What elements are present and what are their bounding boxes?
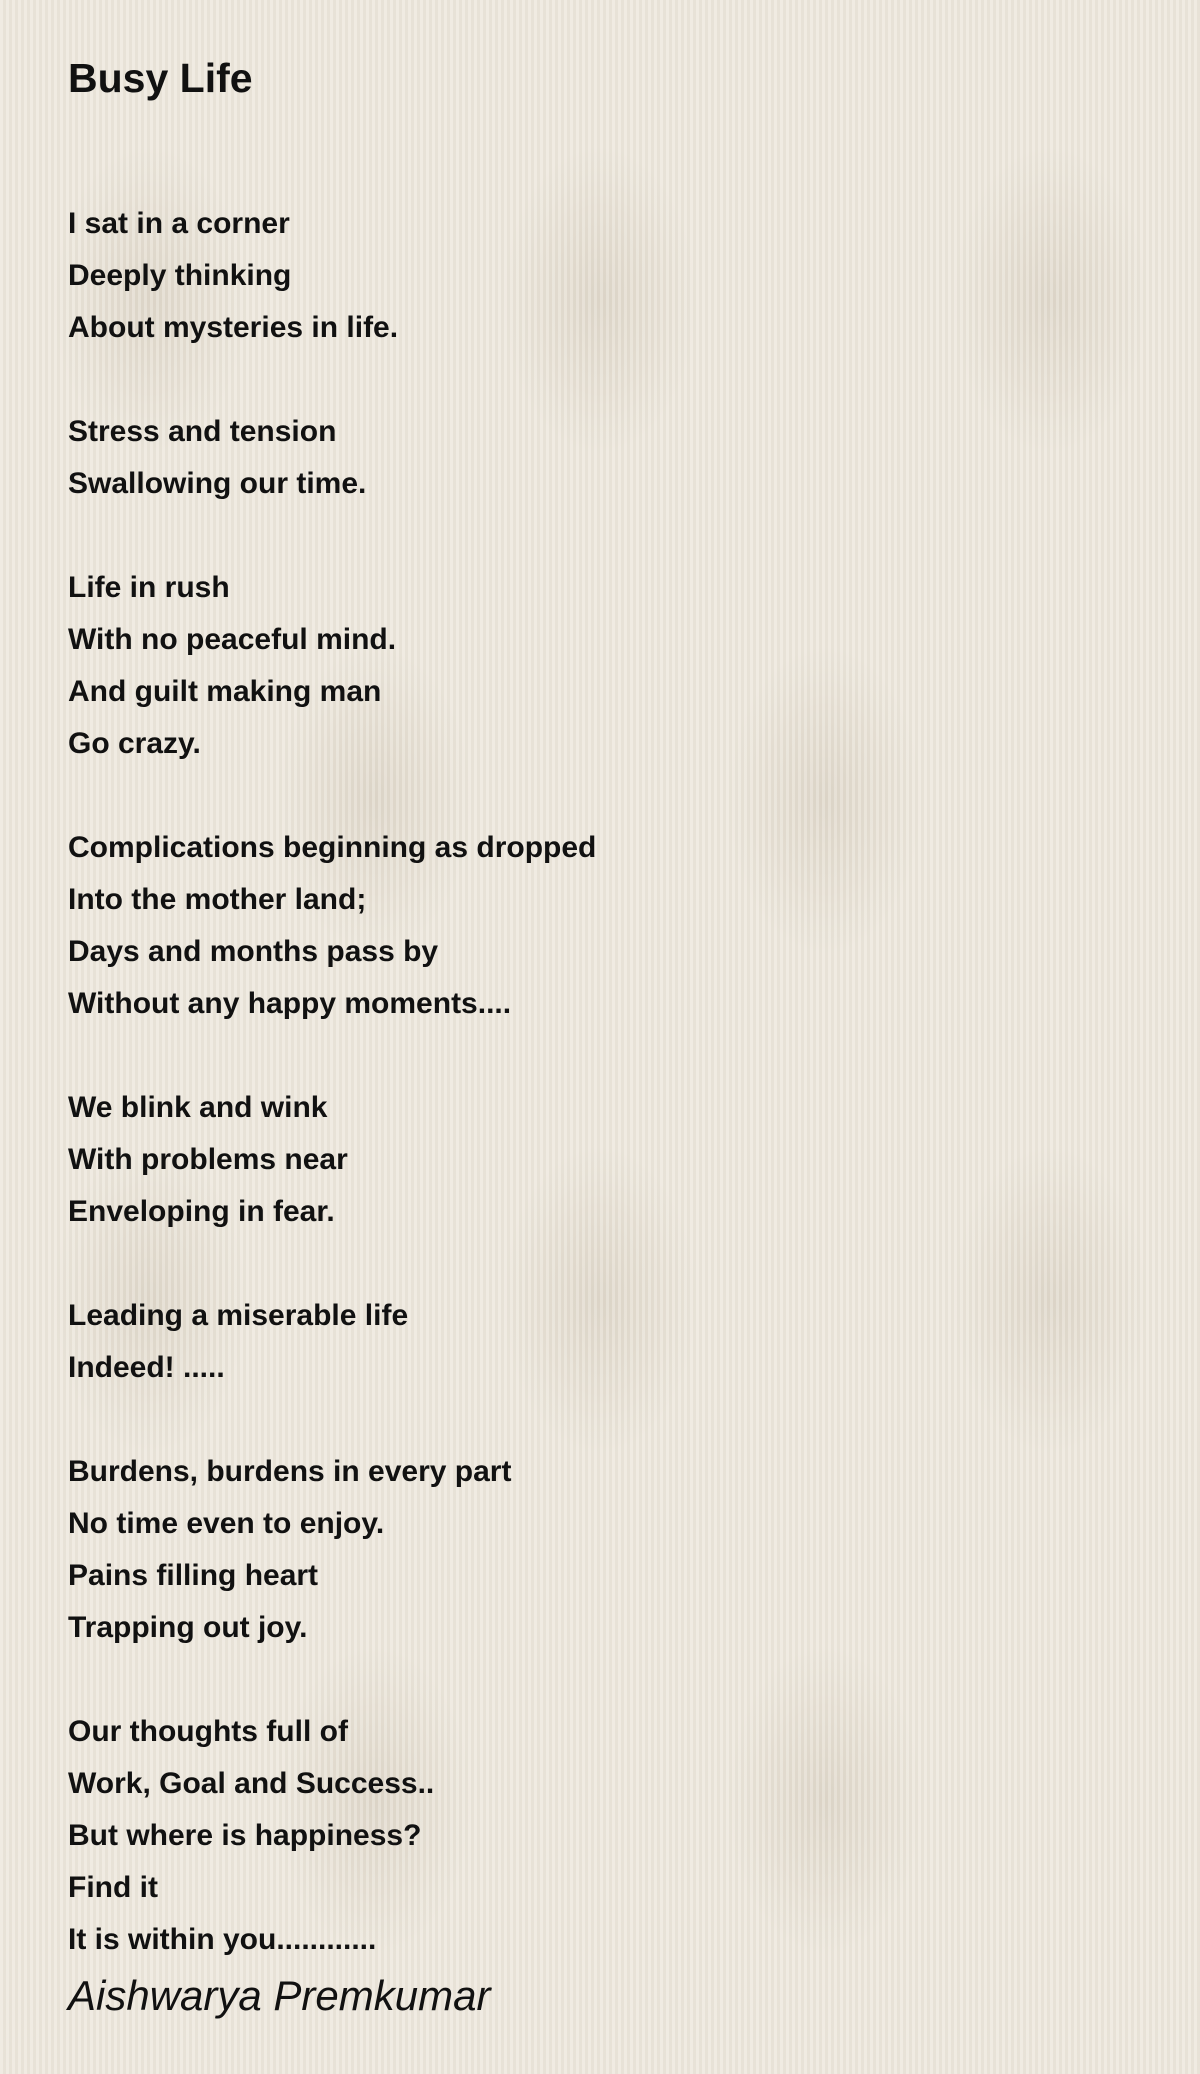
stanza-1 [68, 198, 1148, 354]
poem-line: Deeply thinking [68, 259, 292, 292]
poem-line: Indeed! ..... [68, 1351, 225, 1384]
poem-line: About mysteries in life. [68, 311, 399, 344]
poem-line: With problems near [68, 1143, 348, 1176]
poem-line: Work, Goal and Success.. [68, 1767, 435, 1800]
poem-line: Complications beginning as dropped [68, 831, 597, 864]
poem-line: Burdens, burdens in every part [68, 1455, 512, 1488]
poem-line: Find it [68, 1871, 158, 1904]
poem-line: With no peaceful mind. [68, 623, 397, 656]
poem-line: I sat in a corner [68, 207, 290, 240]
poem-line: Without any happy moments.... [68, 987, 512, 1020]
poem-line: Into the mother land; [68, 883, 367, 916]
poem-line: But where is happiness? [68, 1819, 422, 1852]
poem-line: Life in rush [68, 571, 230, 604]
poem-body [68, 198, 1148, 1966]
poem-line: And guilt making man [68, 675, 382, 708]
poem-line: Enveloping in fear. [68, 1195, 335, 1228]
poem-line: Our thoughts full of [68, 1715, 348, 1748]
poem-line: Days and months pass by [68, 935, 439, 968]
stanza-4 [68, 822, 1148, 1030]
stanza-2 [68, 406, 1148, 510]
poem-line: Swallowing our time. [68, 467, 367, 500]
poem-line: Pains filling heart [68, 1559, 319, 1592]
stanza-3 [68, 562, 1148, 770]
stanza-8 [68, 1706, 1148, 1966]
poem-line: We blink and wink [68, 1091, 328, 1124]
poem-title: Busy Life [68, 55, 253, 101]
poem-author: Aishwarya Premkumar [68, 1972, 491, 2019]
stanza-6 [68, 1290, 1148, 1394]
poem-line: Leading a miserable life [68, 1299, 409, 1332]
stanza-5 [68, 1082, 1148, 1238]
poem-line: Stress and tension [68, 415, 337, 448]
poem-line: It is within you............ [68, 1923, 377, 1956]
poem-line: No time even to enjoy. [68, 1507, 385, 1540]
poem-line: Trapping out joy. [68, 1611, 308, 1644]
poem-line: Go crazy. [68, 727, 201, 760]
poem-container [68, 44, 1148, 1966]
stanza-7 [68, 1446, 1148, 1654]
